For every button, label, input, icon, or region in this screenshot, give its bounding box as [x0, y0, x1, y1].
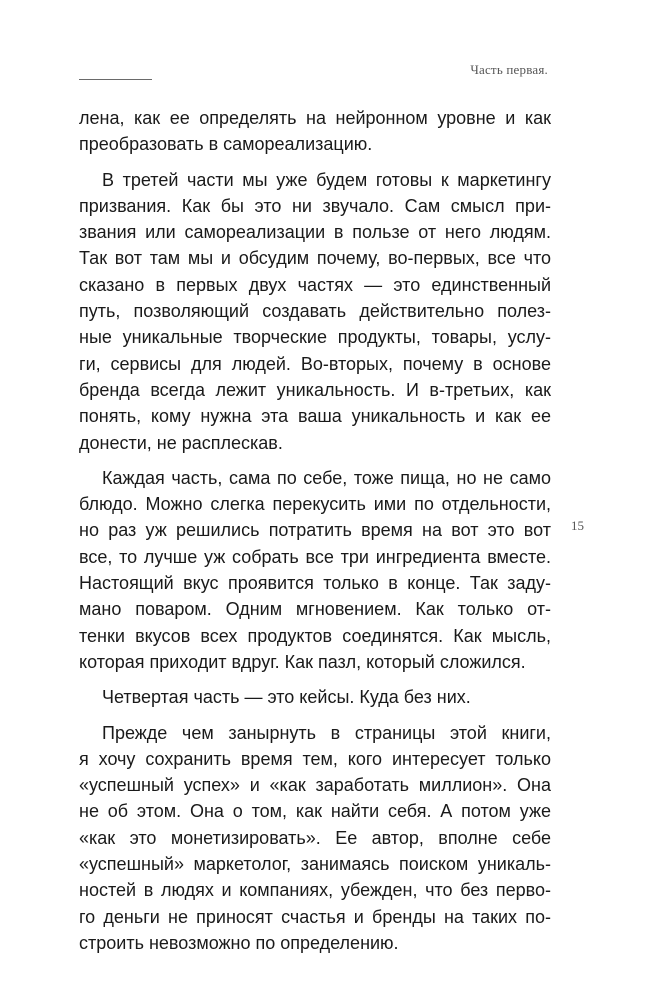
text-line: В третей части мы уже будем готовы к маркетингу — [102, 169, 551, 190]
text-line: мано поваром. Одним мгновением. Как только от- — [79, 599, 551, 620]
text-line: «успешный» маркетолог, занимаясь поиском уникаль- — [79, 854, 551, 875]
text-line: преобразовать в самореализацию. — [79, 134, 373, 155]
text-line: Каждая часть, сама по себе, тоже пища, но не само — [102, 467, 551, 488]
text-line: лена, как ее определять на нейронном уровне и как — [79, 108, 551, 128]
text-line: ги, сервисы для людей. Во-вторых, почему в основе — [79, 353, 551, 374]
text-line: го деньги не приносят счастья и бренды на таких по- — [79, 906, 551, 927]
text-line: не об этом. Она о том, как найти себя. А потом уже — [79, 801, 551, 822]
text-line: которая приходит вдруг. Как пазл, который сложился. — [79, 651, 526, 672]
text-line: донести, не расплескав. — [79, 432, 283, 453]
running-head: Часть первая. — [470, 62, 548, 77]
text-line: Настоящий вкус проявится только в конце. Так заду- — [79, 573, 551, 594]
paragraph — [79, 720, 551, 957]
paragraph — [79, 167, 551, 456]
text-line: путь, позволяющий создавать действительно полез- — [79, 301, 551, 322]
text-line: тенки вкусов всех продуктов соединятся. Как мысль, — [79, 625, 551, 646]
text-line: призвания. Как бы это ни звучало. Сам смысл при- — [79, 195, 551, 216]
text-line: звания или самореализации в пользе от него людям. — [79, 222, 551, 243]
header-rule — [79, 79, 152, 80]
paragraph — [79, 465, 551, 675]
text-line: понять, кому нужна эта ваша уникальность и как ее — [79, 406, 551, 427]
body-text — [79, 105, 551, 956]
paragraph — [79, 684, 551, 710]
text-line: блюдо. Можно слегка перекусить ими по отдельности, — [79, 494, 551, 515]
text-line: я хочу сохранить время тем, кого интересует только — [79, 748, 551, 769]
text-line: «успешный успех» и «как заработать миллион». Она — [79, 775, 551, 796]
text-line: Четвертая часть — это кейсы. Куда без них. — [102, 687, 471, 708]
text-line: но раз уж решились потратить время на вот это вот — [79, 520, 551, 541]
paragraph — [79, 105, 551, 158]
text-line: строить невозможно по определению. — [79, 932, 399, 953]
text-line: все, то лучше уж собрать все три ингредиента вместе. — [79, 546, 551, 567]
text-line: Так вот там мы и обсудим почему, во-первых, все что — [79, 248, 551, 269]
text-line: сказано в первых двух частях — это единственный — [79, 274, 551, 295]
text-line: Прежде чем занырнуть в страницы этой книги, — [102, 722, 551, 743]
page-number: 15 — [571, 518, 584, 533]
text-line: ностей в людях и компаниях, убежден, что без перво- — [79, 880, 551, 901]
text-line: ные уникальные творческие продукты, товары, услу- — [79, 327, 551, 348]
text-line: бренда всегда лежит уникальность. И в-третьих, как — [79, 379, 551, 400]
text-line: «как это монетизировать». Ее автор, вполне себе — [79, 827, 551, 848]
